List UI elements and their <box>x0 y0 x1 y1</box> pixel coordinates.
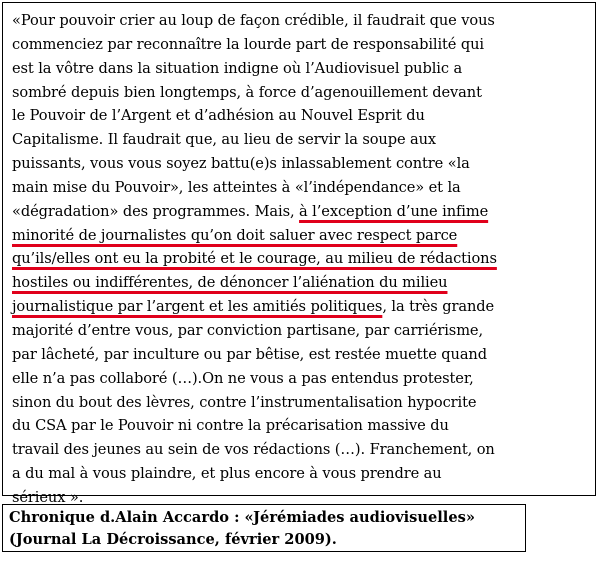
quote-line: travail des jeunes au sein de vos rédactions (…). Franchement, on <box>12 441 495 459</box>
quote-line: puissants, vous vous soyez battu(e)s inlassablement contre «la <box>12 155 470 173</box>
underlined-passage: à l’exception d’une infime <box>299 202 489 220</box>
quote-line <box>12 224 589 248</box>
quote-line: a du mal à vous plaindre, et plus encore à vous prendre au <box>12 465 442 483</box>
quote-line: elle n’a pas collaboré (…).On ne vous a pas entendus protester, <box>12 369 474 387</box>
source-citation-box <box>2 504 526 552</box>
quote-line: par lâcheté, par inculture ou par bêtise, est restée muette quand <box>12 345 487 363</box>
quote-text: «dégradation» des programmes. Mais, <box>12 202 300 220</box>
underlined-passage: journalistique par l’argent et les amitiés politiques <box>12 298 383 316</box>
quote-line: commenciez par reconnaître la lourde part de responsabilité qui <box>12 35 484 53</box>
quote-line: sérieux ». <box>12 488 84 506</box>
source-citation-title: Chronique d.Alain Accardo : «Jérémiades audiovisuelles» <box>9 509 475 526</box>
underlined-passage: qu’ils/elles ont eu la probité et le courage, au milieu de rédactions <box>12 250 497 268</box>
quote-line: majorité d’entre vous, par conviction partisane, par carriérisme, <box>12 321 484 339</box>
quote-line <box>12 271 589 295</box>
quote-line <box>12 200 589 224</box>
source-citation-publication: (Journal La Décroissance, février 2009). <box>9 531 337 548</box>
quote-line: sombré depuis bien longtemps, à force d’agenouillement devant <box>12 83 482 101</box>
quote-line: du CSA par le Pouvoir ni contre la précarisation massive du <box>12 417 449 435</box>
quote-line: sinon du bout des lèvres, contre l’instrumentalisation hypocrite <box>12 393 477 411</box>
underlined-passage: minorité de journalistes qu’on doit saluer avec respect parce <box>12 226 458 244</box>
quote-line: «Pour pouvoir crier au loup de façon crédible, il faudrait que vous <box>12 12 495 29</box>
quote-line: est la vôtre dans la situation indigne où l’Audiovisuel public a <box>12 59 463 77</box>
underlined-passage: hostiles ou indifférentes, de dénoncer l’aliénation du milieu <box>12 274 448 292</box>
quote-box <box>2 2 596 506</box>
quote-line <box>12 295 589 319</box>
quote-line: main mise du Pouvoir», les atteintes à «l’indépendance» et la <box>12 178 461 196</box>
quote-line <box>12 247 589 271</box>
quote-text: , la très grande <box>382 298 495 316</box>
quote-line: Capitalisme. Il faudrait que, au lieu de servir la soupe aux <box>12 131 437 149</box>
quote-line: le Pouvoir de l’Argent et d’adhésion au Nouvel Esprit du <box>12 107 425 125</box>
